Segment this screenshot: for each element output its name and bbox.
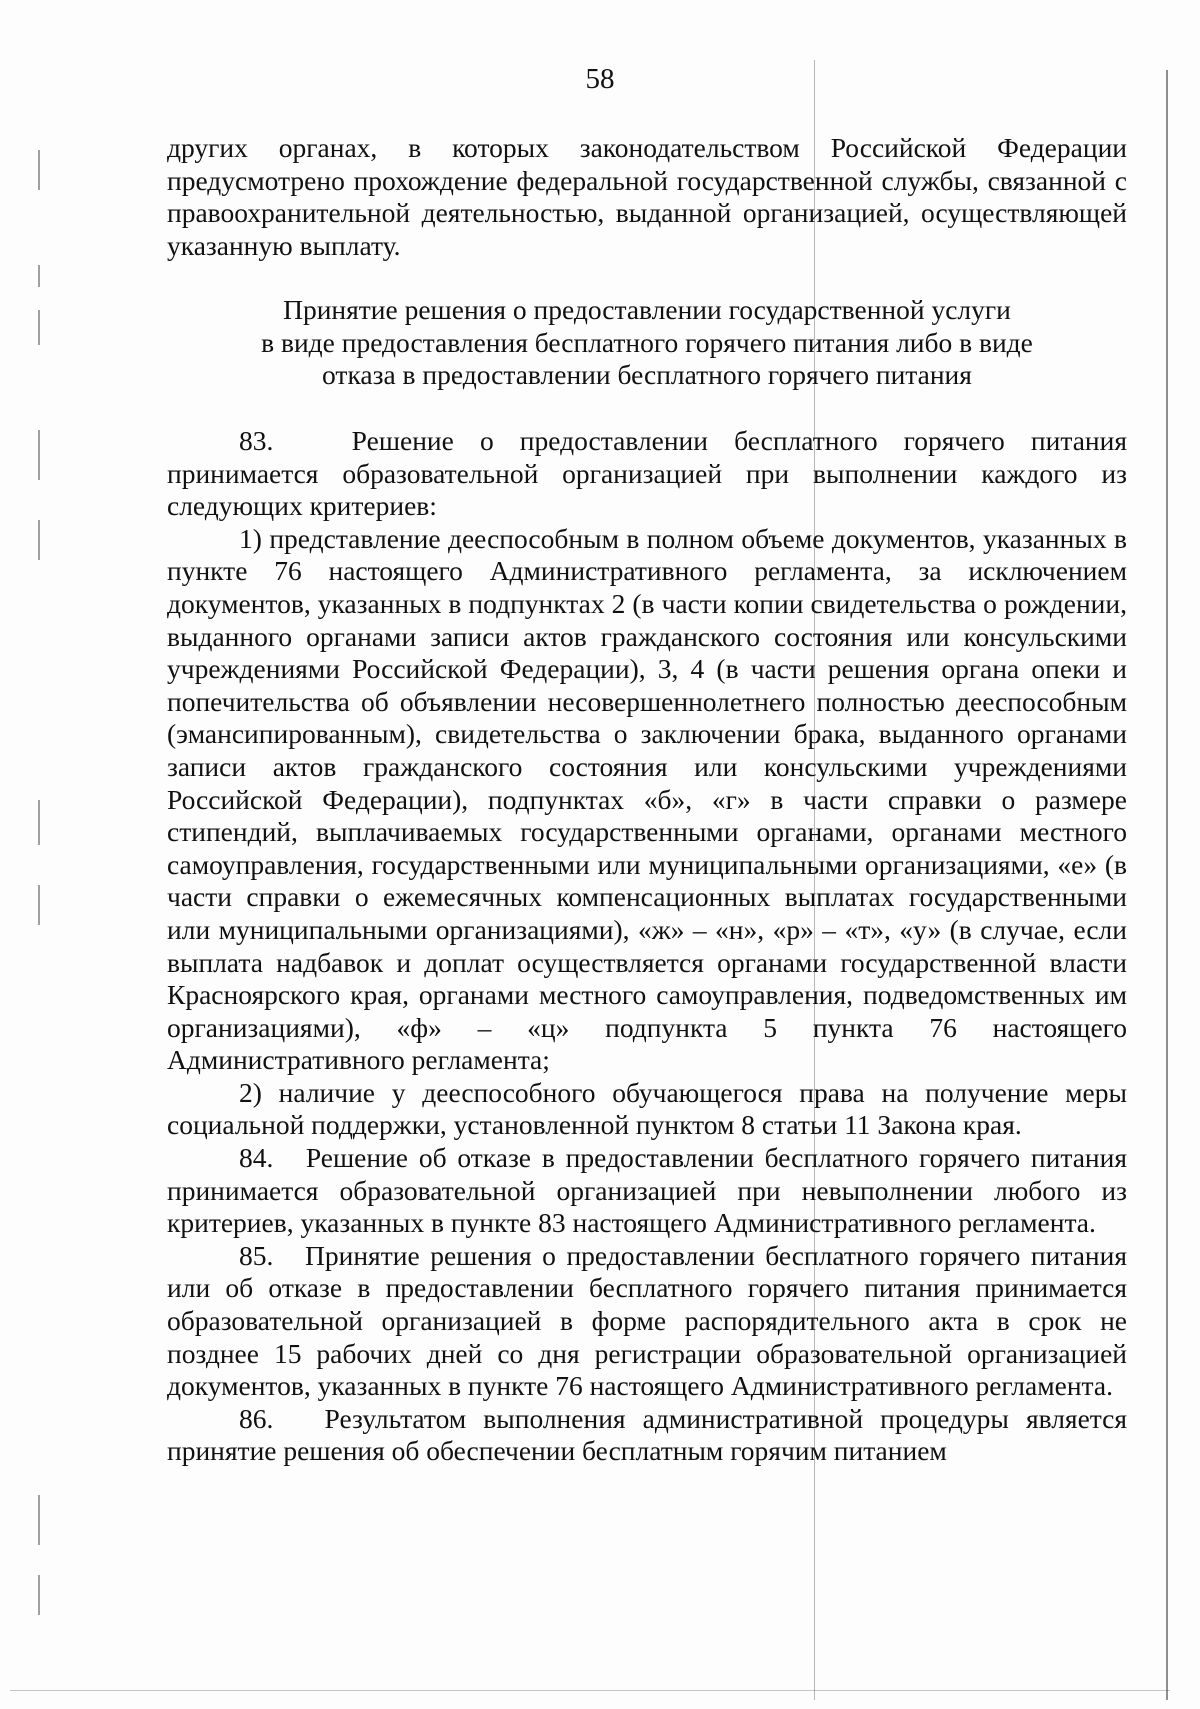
criterion-2: 2) наличие у дееспособного обучающегося права на получение меры социальной поддержки, установленной пунктом 8 статьи 11 Закона края. (167, 1076, 1127, 1141)
scan-left-mark (38, 265, 40, 287)
intro-paragraph: других органах, в которых законодательством Российской Федерации предусмотрено прохождение федеральной государственной службы, связанной с правоохранительной деятельностью, выданной организацией, осуществляющей указанную выплату. (167, 132, 1127, 261)
scan-bottom-edge (10, 1690, 1170, 1691)
body-text (167, 425, 1127, 1468)
paragraph-84: 84. Решение об отказе в предоставлении бесплатного горячего питания принимается образовательной организацией при невыполнении любого из критериев, указанных в пункте 83 настоящего Административного регламента. (167, 1142, 1127, 1239)
section-heading (167, 294, 1127, 392)
scan-left-mark (38, 520, 40, 560)
intro-paragraph-block (167, 132, 1127, 262)
page-number: 58 (585, 63, 615, 95)
scan-fold-line (814, 60, 815, 1700)
section-heading-line-2: в виде предоставления бесплатного горячего питания либо в виде (261, 326, 1033, 358)
scan-left-mark (38, 885, 40, 925)
scan-left-mark (38, 150, 40, 190)
criterion-1: 1) представление дееспособным в полном объеме документов, указанных в пункте 76 настоящего Административного регламента, за исключением документов, указанных в подпунктах 2 (в части копии свидетельства о рождении, выданного органами записи актов гражданского состояния или консульскими учреждениями Российской Федерации), 3, 4 (в части решения органа опеки и попечительства об объявлении несовершеннолетнего полностью дееспособным (эмансипированным), свидетельства о заключении брака, выданного органами записи актов гражданского состояния или консульскими учреждениями Российской Федерации), подпунктах «б», «г» в части справки о размере стипендий, выплачиваемых государственными органами, органами местного самоуправления, государственными или муниципальными организациями, «е» (в части справки о ежемесячных компенсационных выплатах государственными или муниципальными организациями), «ж» – «н», «р» – «т», «у» (в случае, если выплата надбавок и доплат осуществляется органами государственной власти Красноярского края, органами местного самоуправления, подведомственных им организациями), «ф» – «ц» подпункта 5 пункта 76 настоящего Административного регламента; (167, 522, 1127, 1076)
section-heading-line-3: отказа в предоставлении бесплатного горячего питания (322, 359, 972, 391)
scan-left-mark (38, 800, 40, 845)
paragraph-86: 86. Результатом выполнения административной процедуры является принятие решения об обеспечении бесплатным горячим питанием (167, 1402, 1127, 1467)
scan-left-mark (38, 430, 40, 480)
scan-left-mark (38, 1575, 40, 1615)
paragraph-85: 85. Принятие решения о предоставлении бесплатного горячего питания или об отказе в предоставлении бесплатного горячего питания принимается образовательной организацией в форме распорядительного акта в срок не позднее 15 рабочих дней со дня регистрации образовательной организацией документов, указанных в пункте 76 настоящего Административного регламента. (167, 1239, 1127, 1402)
scan-left-mark (38, 1495, 40, 1545)
paragraph-83: 83. Решение о предоставлении бесплатного горячего питания принимается образовательной организацией при выполнении каждого из следующих критериев: (167, 425, 1127, 522)
scan-right-edge (1166, 70, 1168, 1700)
section-heading-line-1: Принятие решения о предоставлении государственной услуги (283, 294, 1011, 325)
scan-left-mark (38, 310, 40, 345)
